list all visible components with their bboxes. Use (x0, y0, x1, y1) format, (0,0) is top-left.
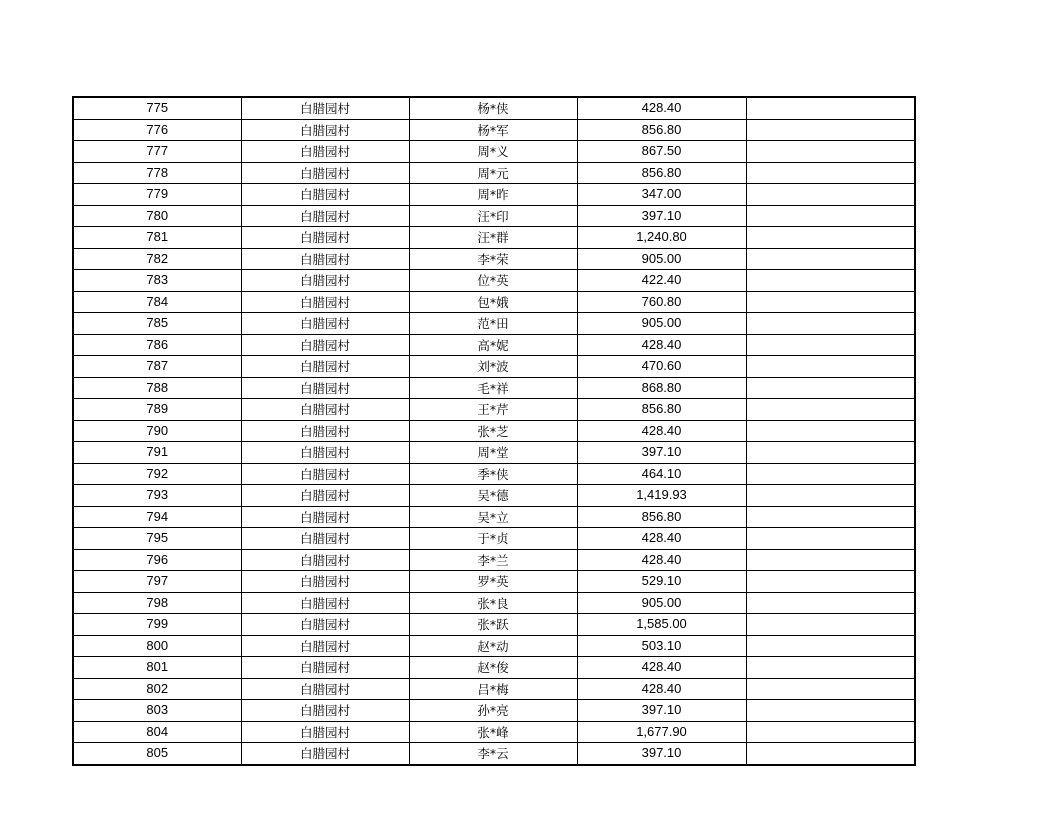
name-cell: 张*芝 (409, 420, 577, 442)
table-row (73, 248, 915, 270)
name-cell: 周*元 (409, 162, 577, 184)
table-row (73, 635, 915, 657)
table-row (73, 184, 915, 206)
amount-cell: 856.80 (577, 162, 746, 184)
note-cell (746, 313, 915, 335)
table-row (73, 506, 915, 528)
village-cell: 白腊园村 (241, 399, 409, 421)
amount-cell: 428.40 (577, 678, 746, 700)
name-cell: 吕*梅 (409, 678, 577, 700)
amount-cell: 760.80 (577, 291, 746, 313)
name-cell: 张*峰 (409, 721, 577, 743)
note-cell (746, 442, 915, 464)
table-row (73, 592, 915, 614)
note-cell (746, 506, 915, 528)
name-cell: 于*贞 (409, 528, 577, 550)
amount-cell: 868.80 (577, 377, 746, 399)
row-number-cell: 790 (73, 420, 241, 442)
table-body (73, 97, 915, 765)
amount-cell: 428.40 (577, 97, 746, 119)
name-cell: 杨*军 (409, 119, 577, 141)
table-row (73, 377, 915, 399)
note-cell (746, 420, 915, 442)
village-cell: 白腊园村 (241, 119, 409, 141)
name-cell: 罗*英 (409, 571, 577, 593)
note-cell (746, 334, 915, 356)
note-cell (746, 291, 915, 313)
village-cell: 白腊园村 (241, 248, 409, 270)
amount-cell: 428.40 (577, 549, 746, 571)
row-number-cell: 804 (73, 721, 241, 743)
table-row (73, 356, 915, 378)
note-cell (746, 356, 915, 378)
row-number-cell: 775 (73, 97, 241, 119)
data-table (72, 96, 916, 766)
row-number-cell: 780 (73, 205, 241, 227)
amount-cell: 905.00 (577, 248, 746, 270)
village-cell: 白腊园村 (241, 700, 409, 722)
row-number-cell: 776 (73, 119, 241, 141)
amount-cell: 1,419.93 (577, 485, 746, 507)
name-cell: 包*娥 (409, 291, 577, 313)
table-row (73, 420, 915, 442)
note-cell (746, 528, 915, 550)
table-row (73, 743, 915, 765)
name-cell: 孙*亮 (409, 700, 577, 722)
amount-cell: 464.10 (577, 463, 746, 485)
amount-cell: 422.40 (577, 270, 746, 292)
table-row (73, 442, 915, 464)
row-number-cell: 778 (73, 162, 241, 184)
row-number-cell: 782 (73, 248, 241, 270)
village-cell: 白腊园村 (241, 614, 409, 636)
note-cell (746, 205, 915, 227)
village-cell: 白腊园村 (241, 334, 409, 356)
note-cell (746, 485, 915, 507)
village-cell: 白腊园村 (241, 97, 409, 119)
amount-cell: 867.50 (577, 141, 746, 163)
note-cell (746, 184, 915, 206)
name-cell: 周*昨 (409, 184, 577, 206)
row-number-cell: 786 (73, 334, 241, 356)
name-cell: 吴*立 (409, 506, 577, 528)
name-cell: 赵*俊 (409, 657, 577, 679)
note-cell (746, 657, 915, 679)
village-cell: 白腊园村 (241, 592, 409, 614)
row-number-cell: 801 (73, 657, 241, 679)
table-row (73, 678, 915, 700)
row-number-cell: 794 (73, 506, 241, 528)
name-cell: 张*良 (409, 592, 577, 614)
row-number-cell: 800 (73, 635, 241, 657)
name-cell: 周*义 (409, 141, 577, 163)
village-cell: 白腊园村 (241, 463, 409, 485)
name-cell: 吴*德 (409, 485, 577, 507)
name-cell: 范*田 (409, 313, 577, 335)
note-cell (746, 743, 915, 765)
name-cell: 李*云 (409, 743, 577, 765)
row-number-cell: 781 (73, 227, 241, 249)
amount-cell: 1,677.90 (577, 721, 746, 743)
amount-cell: 428.40 (577, 420, 746, 442)
village-cell: 白腊园村 (241, 506, 409, 528)
note-cell (746, 377, 915, 399)
table-row (73, 313, 915, 335)
note-cell (746, 614, 915, 636)
row-number-cell: 787 (73, 356, 241, 378)
table-row (73, 227, 915, 249)
village-cell: 白腊园村 (241, 227, 409, 249)
village-cell: 白腊园村 (241, 528, 409, 550)
village-cell: 白腊园村 (241, 356, 409, 378)
note-cell (746, 227, 915, 249)
village-cell: 白腊园村 (241, 141, 409, 163)
table-row (73, 657, 915, 679)
table-row (73, 614, 915, 636)
amount-cell: 397.10 (577, 743, 746, 765)
amount-cell: 347.00 (577, 184, 746, 206)
table-row (73, 97, 915, 119)
village-cell: 白腊园村 (241, 743, 409, 765)
row-number-cell: 784 (73, 291, 241, 313)
table-row (73, 141, 915, 163)
row-number-cell: 791 (73, 442, 241, 464)
name-cell: 毛*祥 (409, 377, 577, 399)
amount-cell: 428.40 (577, 334, 746, 356)
amount-cell: 856.80 (577, 506, 746, 528)
name-cell: 王*芹 (409, 399, 577, 421)
village-cell: 白腊园村 (241, 270, 409, 292)
amount-cell: 905.00 (577, 592, 746, 614)
row-number-cell: 795 (73, 528, 241, 550)
table-row (73, 399, 915, 421)
row-number-cell: 789 (73, 399, 241, 421)
village-cell: 白腊园村 (241, 313, 409, 335)
note-cell (746, 678, 915, 700)
note-cell (746, 463, 915, 485)
village-cell: 白腊园村 (241, 420, 409, 442)
row-number-cell: 785 (73, 313, 241, 335)
note-cell (746, 700, 915, 722)
amount-cell: 428.40 (577, 528, 746, 550)
village-cell: 白腊园村 (241, 485, 409, 507)
table-row (73, 571, 915, 593)
note-cell (746, 635, 915, 657)
table-row (73, 334, 915, 356)
row-number-cell: 783 (73, 270, 241, 292)
amount-cell: 397.10 (577, 700, 746, 722)
name-cell: 刘*波 (409, 356, 577, 378)
row-number-cell: 792 (73, 463, 241, 485)
row-number-cell: 805 (73, 743, 241, 765)
name-cell: 张*跃 (409, 614, 577, 636)
table-row (73, 463, 915, 485)
table-row (73, 291, 915, 313)
note-cell (746, 162, 915, 184)
amount-cell: 470.60 (577, 356, 746, 378)
village-cell: 白腊园村 (241, 635, 409, 657)
note-cell (746, 248, 915, 270)
amount-cell: 856.80 (577, 399, 746, 421)
table-row (73, 162, 915, 184)
note-cell (746, 549, 915, 571)
amount-cell: 397.10 (577, 205, 746, 227)
note-cell (746, 141, 915, 163)
name-cell: 李*荣 (409, 248, 577, 270)
row-number-cell: 799 (73, 614, 241, 636)
table-row (73, 485, 915, 507)
note-cell (746, 721, 915, 743)
note-cell (746, 571, 915, 593)
table-row (73, 549, 915, 571)
note-cell (746, 97, 915, 119)
name-cell: 李*兰 (409, 549, 577, 571)
village-cell: 白腊园村 (241, 205, 409, 227)
row-number-cell: 779 (73, 184, 241, 206)
row-number-cell: 777 (73, 141, 241, 163)
note-cell (746, 399, 915, 421)
village-cell: 白腊园村 (241, 442, 409, 464)
row-number-cell: 796 (73, 549, 241, 571)
village-cell: 白腊园村 (241, 721, 409, 743)
village-cell: 白腊园村 (241, 377, 409, 399)
village-cell: 白腊园村 (241, 291, 409, 313)
village-cell: 白腊园村 (241, 549, 409, 571)
row-number-cell: 788 (73, 377, 241, 399)
name-cell: 赵*动 (409, 635, 577, 657)
amount-cell: 428.40 (577, 657, 746, 679)
village-cell: 白腊园村 (241, 657, 409, 679)
row-number-cell: 793 (73, 485, 241, 507)
village-cell: 白腊园村 (241, 162, 409, 184)
table-row (73, 205, 915, 227)
village-cell: 白腊园村 (241, 571, 409, 593)
table-row (73, 119, 915, 141)
row-number-cell: 803 (73, 700, 241, 722)
name-cell: 位*英 (409, 270, 577, 292)
amount-cell: 905.00 (577, 313, 746, 335)
amount-cell: 856.80 (577, 119, 746, 141)
village-cell: 白腊园村 (241, 678, 409, 700)
village-cell: 白腊园村 (241, 184, 409, 206)
note-cell (746, 270, 915, 292)
table-row (73, 700, 915, 722)
name-cell: 汪*印 (409, 205, 577, 227)
table-row (73, 721, 915, 743)
amount-cell: 397.10 (577, 442, 746, 464)
row-number-cell: 798 (73, 592, 241, 614)
amount-cell: 529.10 (577, 571, 746, 593)
name-cell: 杨*侠 (409, 97, 577, 119)
note-cell (746, 592, 915, 614)
amount-cell: 1,585.00 (577, 614, 746, 636)
row-number-cell: 802 (73, 678, 241, 700)
amount-cell: 503.10 (577, 635, 746, 657)
note-cell (746, 119, 915, 141)
amount-cell: 1,240.80 (577, 227, 746, 249)
name-cell: 周*堂 (409, 442, 577, 464)
table-row (73, 270, 915, 292)
name-cell: 汪*群 (409, 227, 577, 249)
name-cell: 季*侠 (409, 463, 577, 485)
table-row (73, 528, 915, 550)
name-cell: 高*妮 (409, 334, 577, 356)
row-number-cell: 797 (73, 571, 241, 593)
